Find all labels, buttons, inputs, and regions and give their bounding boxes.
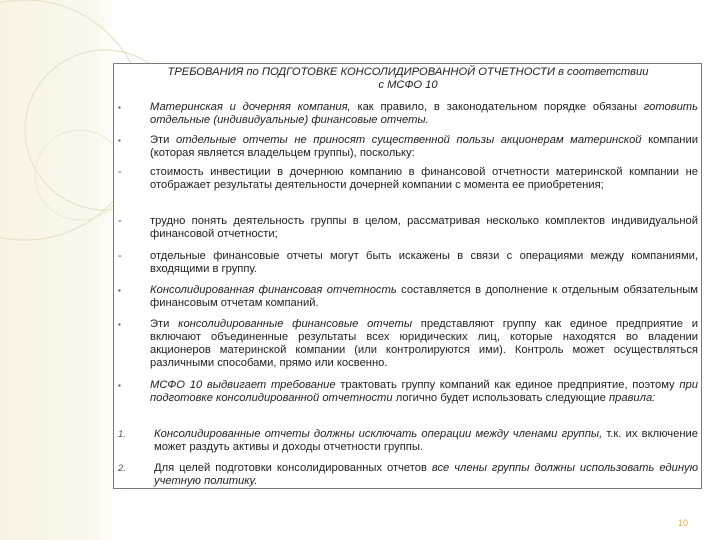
slide-title xyxy=(118,66,698,92)
bullet-text: представляют группу как единое предприятие и включают объединенные результаты всех юридических лиц, которые находятся во владении акционеров материнской компании (или контролируются ими). Контроль может осуществляться различными способами, прямо или косвенно. xyxy=(150,318,699,369)
bullet-text: Эти xyxy=(150,318,179,330)
list-number: 2. xyxy=(118,463,126,474)
bullet-text: составляется в дополнение к отдельным обязательным финансовым отчетам компаний. xyxy=(150,284,698,309)
bullet-text: Консолидированная финансовая отчетность xyxy=(150,284,397,296)
bullet-text: стоимость инвестиции в дочернюю компанию в финансовой отчетности материнской компании не отображает результаты деятельности дочерней компании с момента ее приобретения; xyxy=(150,166,698,191)
dash-bullet-icon: - xyxy=(118,166,122,178)
bullet-text: логично будет использовать следующие xyxy=(392,392,609,404)
bullet-text: Для целей подготовки консолидированных отчетов xyxy=(154,462,432,474)
title-line-1: ТРЕБОВАНИЯ по ПОДГОТОВКЕ КОНСОЛИДИРОВАННОЙ ОТЧЕТНОСТИ в соответствии xyxy=(167,66,649,78)
bullet-text: трактовать группу компаний как единое предприятие, поэтому xyxy=(335,379,680,391)
bullet-text: как правило, в законодательном порядке обязаны xyxy=(350,101,644,113)
square-bullet-icon: ▪ xyxy=(118,286,121,295)
square-bullet-icon: ▪ xyxy=(118,381,121,390)
page-number: 10 xyxy=(678,518,689,528)
bullet-text: консолидированные финансовые отчеты xyxy=(178,318,413,330)
bullet-text: правила: xyxy=(608,392,656,404)
dash-bullet-icon: - xyxy=(118,215,122,227)
square-bullet-icon: ▪ xyxy=(118,103,121,112)
square-bullet-icon: ▪ xyxy=(118,320,121,329)
dash-bullet-icon: - xyxy=(118,250,122,262)
list-number: 1. xyxy=(118,429,126,440)
bullet-text: Консолидированные отчеты должны исключать операции между членами группы, xyxy=(154,428,603,440)
bullet-text: отдельные отчеты не приносят существенной пользы акционерам материнской xyxy=(175,134,642,146)
bullet-text: все члены группы должны использовать единую учетную политику. xyxy=(154,462,698,487)
bullet-text: Эти xyxy=(150,134,176,146)
bullet-text: т.к. их включение может раздуть активы и доходы отчетности группы. xyxy=(154,428,698,453)
title-line-2: с МСФО 10 xyxy=(378,79,438,91)
square-bullet-icon: ▪ xyxy=(118,136,121,145)
bullet-text: при подготовке консолидированной отчетности xyxy=(150,379,698,404)
bullet-text: Материнская и дочерняя компания, xyxy=(150,101,351,113)
bullet-text: компании (которая является владельцем группы), поскольку: xyxy=(150,134,698,159)
bullet-text: трудно понять деятельность группы в целом, рассматривая несколько комплектов индивидуальной финансовой отчетности; xyxy=(150,215,698,240)
bullet-text: отдельные финансовые отчеты могут быть искажены в связи с операциями между компаниями, входящими в группу. xyxy=(150,250,698,275)
bullet-text: готовить отдельные (индивидуальные) финансовые отчеты. xyxy=(150,101,698,126)
bullet-text: МСФО 10 выдвигает требование xyxy=(150,379,336,391)
